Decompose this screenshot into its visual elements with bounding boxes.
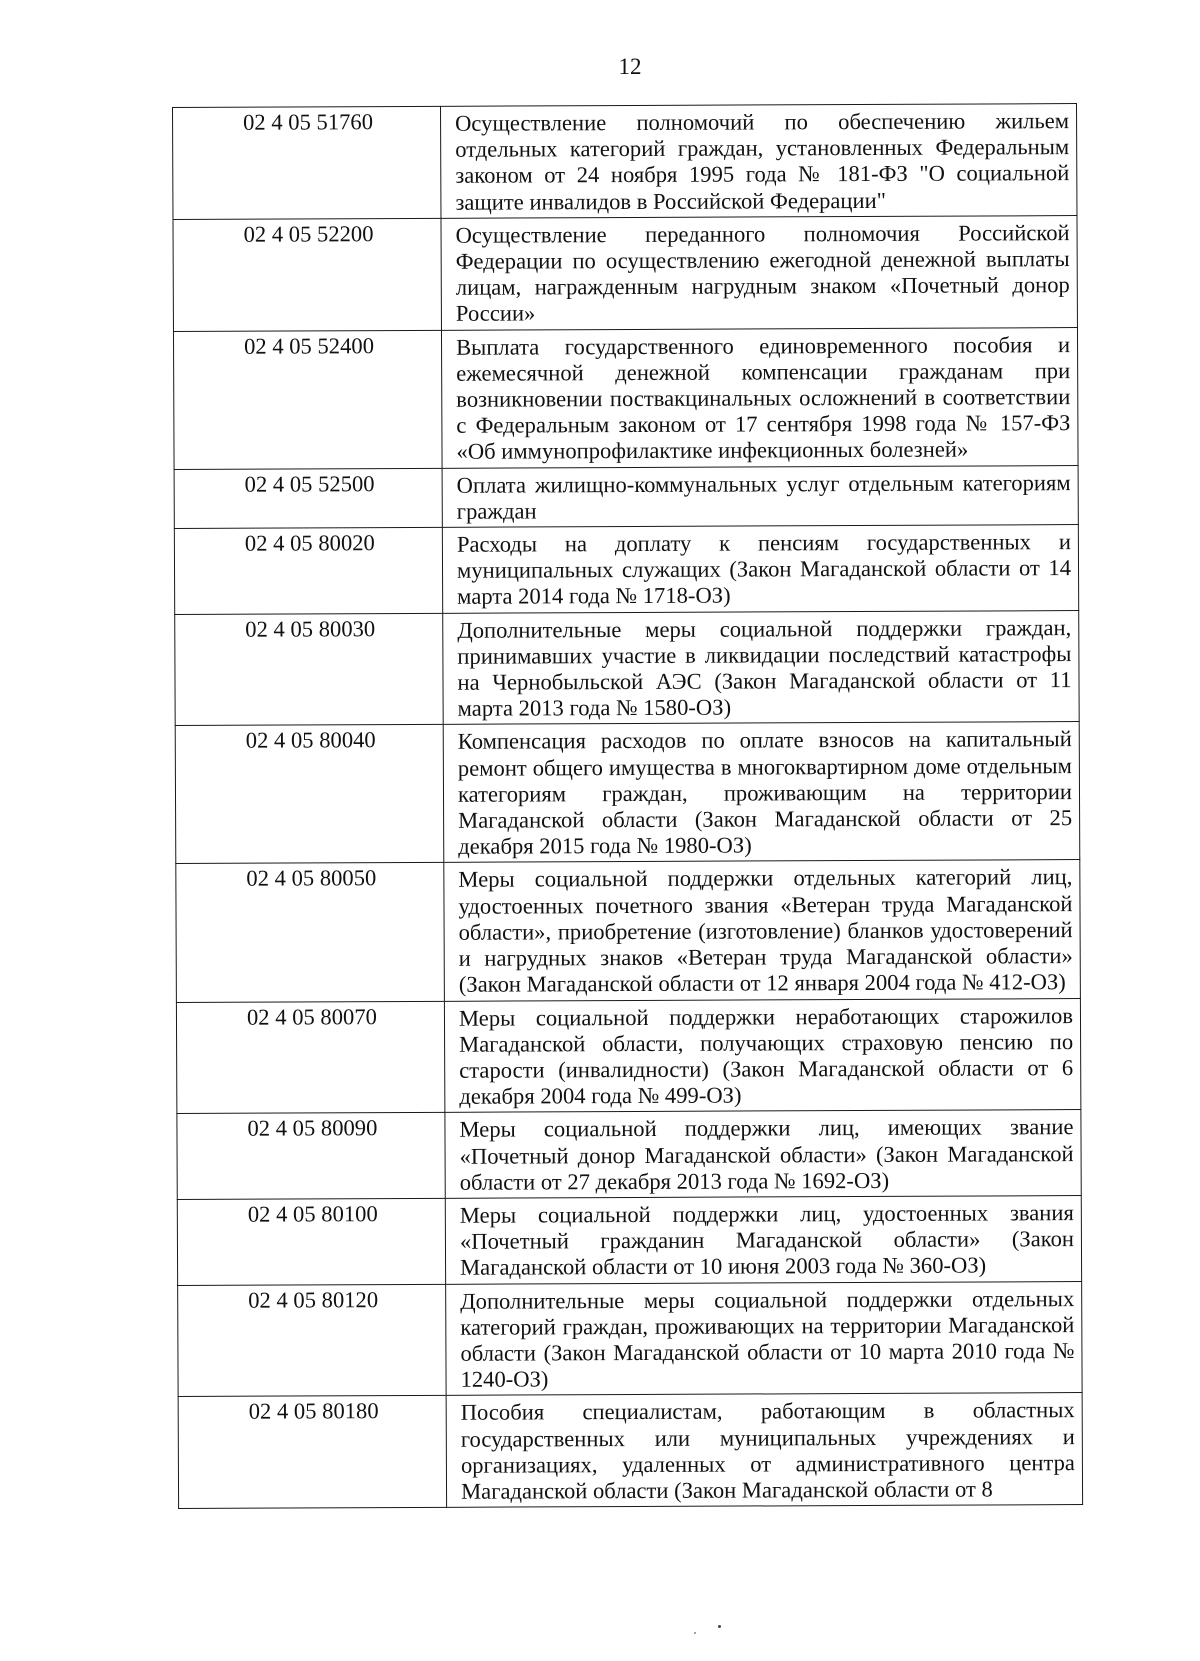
code-cell: 02 4 05 80090 xyxy=(177,1113,445,1200)
scan-speck xyxy=(718,1625,721,1628)
table-row xyxy=(177,1195,1081,1285)
code-cell: 02 4 05 52400 xyxy=(173,330,442,469)
code-cell: 02 4 05 80100 xyxy=(177,1198,445,1285)
table-row xyxy=(173,215,1077,331)
code-cell: 02 4 05 80020 xyxy=(174,527,442,614)
table-row xyxy=(178,1393,1082,1509)
code-cell: 02 4 05 52200 xyxy=(173,218,441,331)
table-row xyxy=(176,998,1080,1114)
table-row xyxy=(177,1110,1081,1200)
table-row xyxy=(174,465,1078,528)
table-row xyxy=(173,327,1078,469)
description-cell: Меры социальной поддержки лиц, удостоенных звания «Почетный гражданин Магаданской области» (Закон Магаданской области от 10 июня 2003 года № 360-ОЗ) xyxy=(445,1195,1081,1283)
description-cell: Дополнительные меры социальной поддержки отдельных категорий граждан, проживающих на территории Магаданской области (Закон Магаданской области от 10 марта 2010 года № 1240-ОЗ) xyxy=(446,1281,1082,1396)
table-row xyxy=(175,610,1079,726)
table-row xyxy=(176,860,1081,1002)
description-cell: Меры социальной поддержки отдельных категорий лиц, удостоенных почетного звания «Ветеран труда Магаданской области», приобретение (изготовление) бланков удостоверений и нагрудных знаков «Ветеран труда Магаданской области» (Закон Магаданской области от 12 января 2004 года № 412-ОЗ) xyxy=(444,860,1081,1001)
page-number: 12 xyxy=(618,54,642,79)
description-cell: Меры социальной поддержки неработающих старожилов Магаданской области, получающих страховую пенсию по старости (инвалидности) (Закон Магаданской области от 6 декабря 2004 года № 499-ОЗ) xyxy=(444,998,1080,1113)
description-cell: Оплата жилищно-коммунальных услуг отдельным категориям граждан xyxy=(442,465,1078,527)
budget-codes-table xyxy=(172,103,1083,1509)
description-cell: Выплата государственного единовременного пособия и ежемесячной денежной компенсации гражданам при возникновении поствакцинальных осложнений в соответствии с Федеральным законом от 17 сентября 1998 года № 157-ФЗ «Об иммунопрофилактике инфекционных болезней» xyxy=(441,327,1078,468)
description-cell: Дополнительные меры социальной поддержки граждан, принимавших участие в ликвидации последствий катастрофы на Чернобыльской АЭС (Закон Магаданской области от 11 марта 2013 года № 1580-ОЗ) xyxy=(443,610,1079,725)
scan-speck xyxy=(694,1632,696,1634)
description-cell: Осуществление полномочий по обеспечению жильем отдельных категорий граждан, установленных Федеральным законом от 24 ноября 1995 года № 181-ФЗ "О социальной защите инвалидов в Российской Федерации" xyxy=(440,104,1076,219)
code-cell: 02 4 05 80030 xyxy=(175,613,443,726)
table-row xyxy=(173,104,1077,220)
code-cell: 02 4 05 80070 xyxy=(176,1001,444,1114)
description-cell: Компенсация расходов по оплате взносов на капитальный ремонт общего имущества в многоквартирном доме отдельным категориям граждан, проживающим на территории Магаданской области (Закон Магаданской области от 25 декабря 2015 года № 1980-ОЗ) xyxy=(443,722,1080,863)
table-row xyxy=(178,1281,1082,1397)
table-row xyxy=(175,722,1080,864)
table-row xyxy=(174,525,1078,615)
code-cell: 02 4 05 80040 xyxy=(175,725,444,864)
description-cell: Меры социальной поддержки лиц, имеющих звание «Почетный донор Магаданской области» (Закон Магаданской области от 27 декабря 2013 года № 1692-ОЗ) xyxy=(445,1110,1081,1198)
description-cell: Пособия специалистам, работающим в областных государственных или муниципальных учреждениях и организациях, удаленных от административного центра Магаданской области (Закон Магаданской области от 8 xyxy=(446,1393,1082,1508)
description-cell: Расходы на доплату к пенсиям государственных и муниципальных служащих (Закон Магаданской области от 14 марта 2014 года № 1718-ОЗ) xyxy=(442,525,1078,613)
code-cell: 02 4 05 52500 xyxy=(174,468,442,529)
description-cell: Осуществление переданного полномочия Российской Федерации по осуществлению ежегодной денежной выплаты лицам, награжденным нагрудным знаком «Почетный донор России» xyxy=(441,215,1077,330)
code-cell: 02 4 05 80180 xyxy=(178,1396,446,1509)
code-cell: 02 4 05 51760 xyxy=(173,106,441,219)
code-cell: 02 4 05 80050 xyxy=(176,863,445,1002)
code-cell: 02 4 05 80120 xyxy=(178,1284,446,1397)
